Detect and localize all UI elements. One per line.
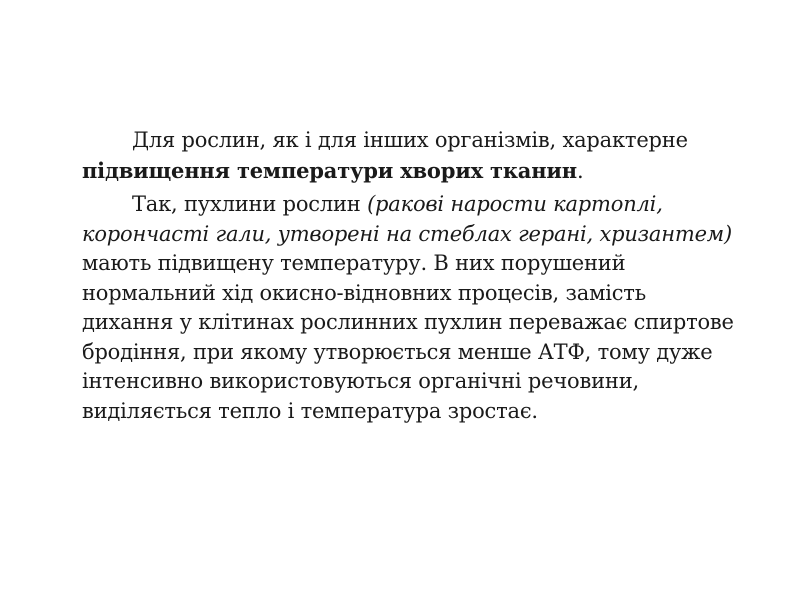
paragraph-2-rest: мають підвищену температуру. В них порушений нормальний хід окисно-відновних процесів, замість дихання у клітинах рослинних пухлин переважає спиртове бродіння, при якому утворюється менше АТФ, тому дуже інтенсивно використовуються органічні речовини, виділяється тепло і температура зростає.	[82, 251, 734, 423]
paragraph-1-end: .	[576, 158, 584, 183]
paragraph-2-italic: (ракові нарости картоплі, корончасті гали, утворені на стеблах герані, хризантем)	[82, 192, 733, 246]
paragraph-1	[82, 126, 742, 186]
paragraph-2	[82, 190, 742, 426]
paragraph-2-text: Так, пухлини рослин	[132, 192, 368, 216]
text-block	[82, 126, 742, 426]
paragraph-1-text: Для рослин, як і для інших організмів, характерне	[132, 128, 688, 152]
paragraph-1-bold: підвищення температури хворих тканин	[82, 157, 577, 183]
